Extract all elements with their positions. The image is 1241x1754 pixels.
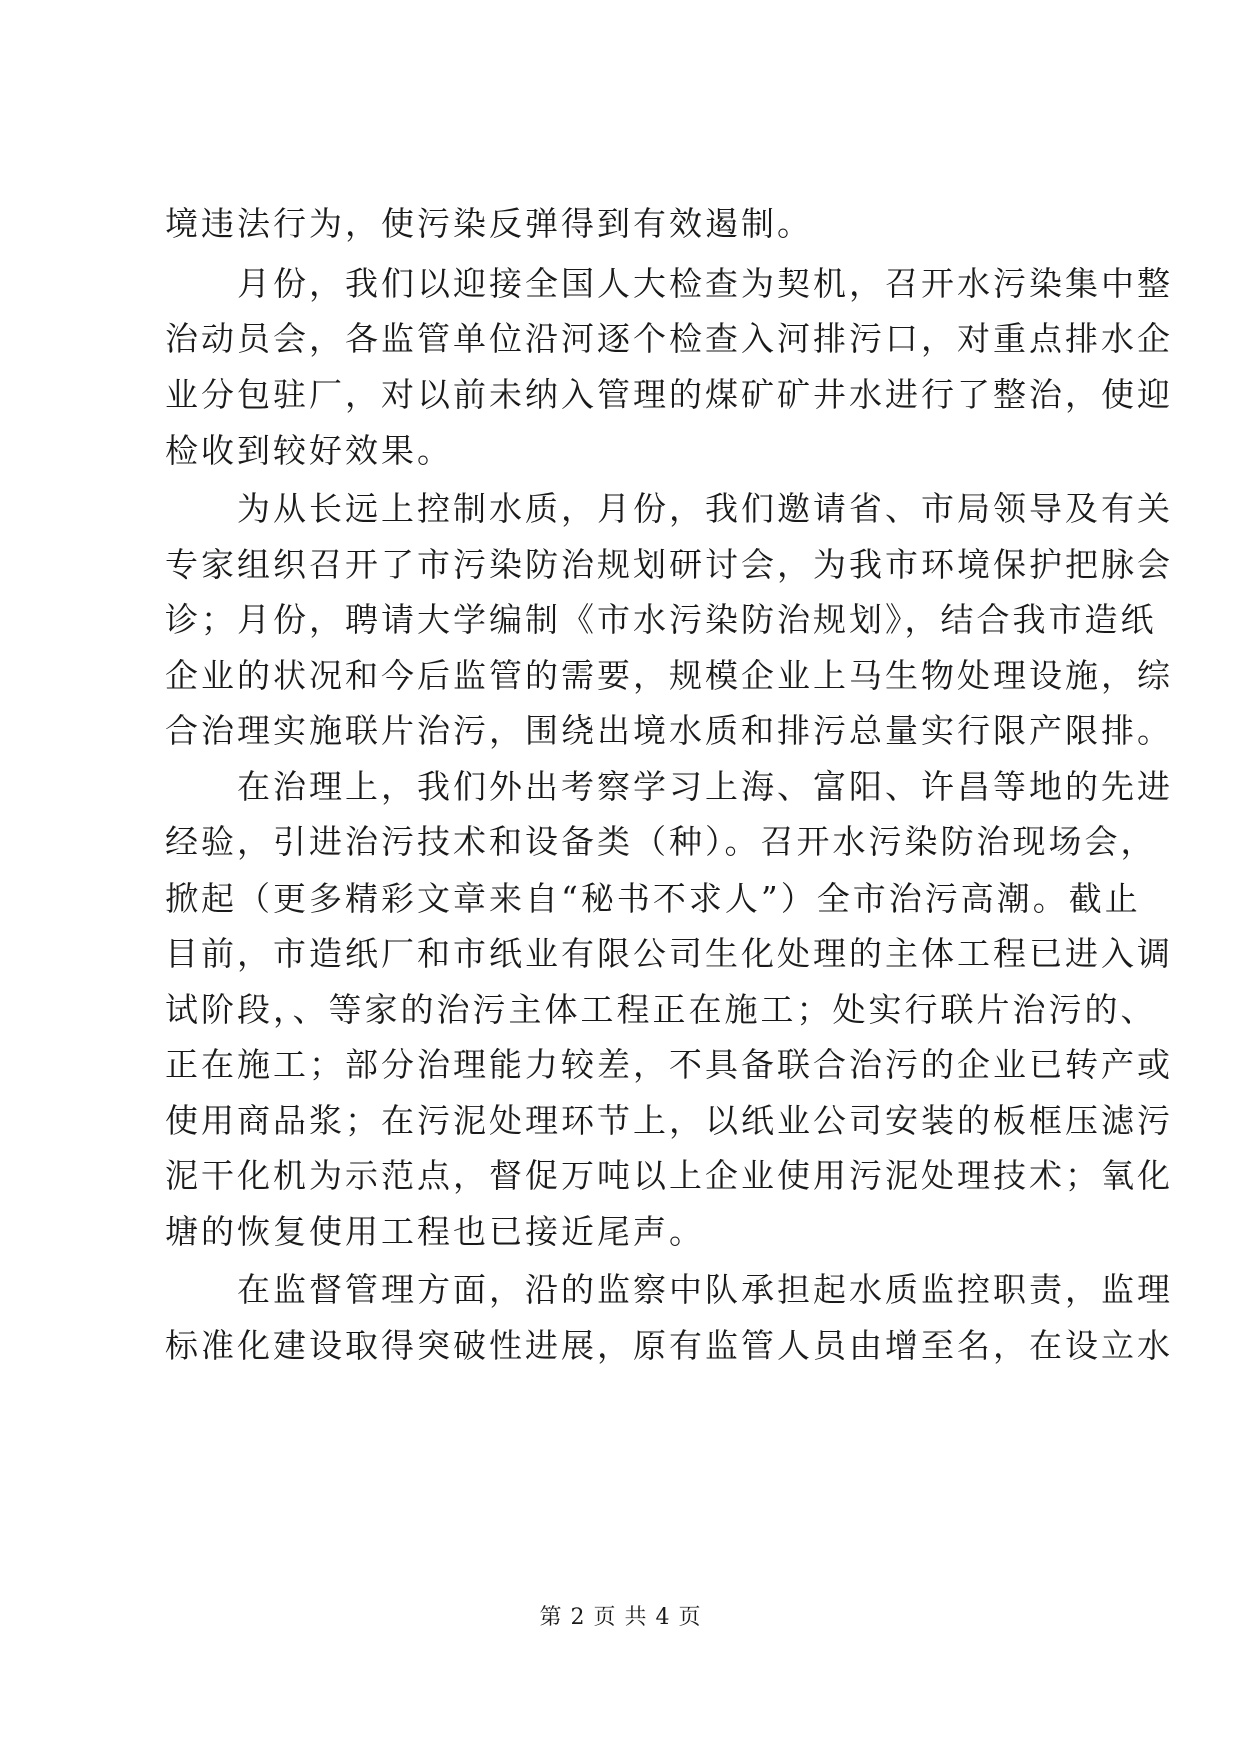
text-line: 企业的状况和今后监管的需要，规模企业上马生物处理设施，综 — [165, 656, 1173, 695]
text-line: 经验，引进治污技术和设备类（种）。召开水污染防治现场会， — [165, 822, 1157, 861]
text-line: 合治理实施联片治污，围绕出境水质和排污总量实行限产限排。 — [165, 711, 1173, 750]
text-line: 泥干化机为示范点，督促万吨以上企业使用污泥处理技术；氧化 — [165, 1156, 1173, 1195]
text-line: 使用商品浆；在污泥处理环节上，以纸业公司安装的板框压滤污 — [165, 1101, 1173, 1140]
text-line: 在治理上，我们外出考察学习上海、富阳、许昌等地的先进 — [165, 767, 1173, 806]
text-line: 正在施工；部分治理能力较差，不具备联合治污的企业已转产或 — [165, 1045, 1173, 1084]
text-line: 目前，市造纸厂和市纸业有限公司生化处理的主体工程已进入调 — [165, 934, 1173, 973]
text-line: 在监督管理方面，沿的监察中队承担起水质监控职责，监理 — [165, 1270, 1173, 1309]
text-line: 业分包驻厂，对以前未纳入管理的煤矿矿井水进行了整治，使迎 — [165, 375, 1173, 414]
text-line: 治动员会，各监管单位沿河逐个检查入河排污口，对重点排水企 — [165, 319, 1173, 358]
page-footer: 第 2 页 共 4 页 — [539, 1605, 702, 1630]
text-line: 检收到较好效果。 — [165, 431, 453, 470]
text-line: 塘的恢复使用工程也已接近尾声。 — [165, 1212, 705, 1251]
text-line: 为从长远上控制水质，月份，我们邀请省、市局领导及有关 — [165, 489, 1173, 528]
text-line: 月份，我们以迎接全国人大检查为契机，召开水污染集中整 — [165, 264, 1173, 303]
text-line: 专家组织召开了市污染防治规划研讨会，为我市环境保护把脉会 — [165, 545, 1173, 584]
text-line: 试阶段，、等家的治污主体工程正在施工；处实行联片治污的、 — [165, 990, 1157, 1029]
text-line: 诊；月份，聘请大学编制《市水污染防治规划》，结合我市造纸 — [165, 600, 1157, 639]
text-line: 标准化建设取得突破性进展，原有监管人员由增至名，在设立水 — [165, 1326, 1173, 1365]
text-line: 掀起（更多精彩文章来自“秘书不求人”）全市治污高潮。截止 — [165, 879, 1141, 918]
text-line: 境违法行为，使污染反弹得到有效遏制。 — [165, 204, 813, 243]
